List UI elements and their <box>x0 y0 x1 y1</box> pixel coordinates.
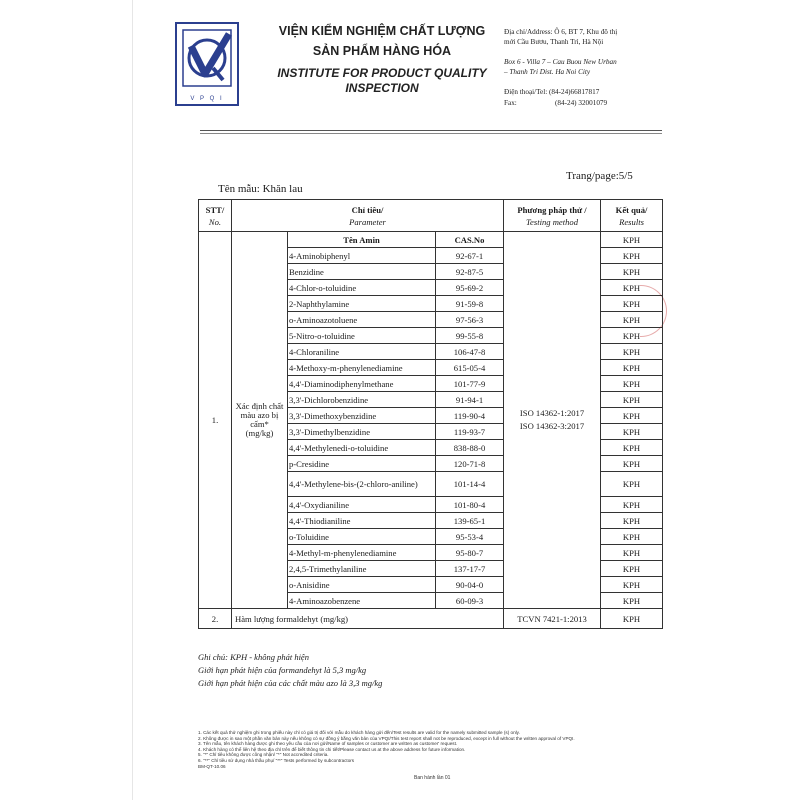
address-vn-2: mới Cầu Bươu, Thanh Trì, Hà Nội <box>504 38 604 46</box>
institute-name-en-line1: INSTITUTE FOR PRODUCT QUALITY <box>277 66 487 80</box>
result-cell: KPH <box>601 232 663 248</box>
table-header-row <box>199 200 663 232</box>
amine-cas: 615-05-4 <box>436 360 504 376</box>
table-row <box>199 232 663 248</box>
note-azo-limit: Giới hạn phát hiện của các chất màu azo là 3,3 mg/kg <box>198 678 383 688</box>
amine-name: 4-Aminoazobenzene <box>288 593 436 609</box>
address-vn-1: Địa chỉ/Address: Ô 6, BT 7, Khu đô thị <box>504 28 618 36</box>
institute-name-vn-line1: VIỆN KIỂM NGHIỆM CHẤT LƯỢNG <box>278 24 486 38</box>
result-cell: KPH <box>601 344 663 360</box>
row2-number: 2. <box>199 609 232 629</box>
row2-result: KPH <box>601 609 663 629</box>
result-cell: KPH <box>601 440 663 456</box>
header-divider-thin <box>200 133 662 134</box>
result-cell: KPH <box>601 392 663 408</box>
page-number: Trang/page:5/5 <box>566 170 633 182</box>
inner-header-cas: CAS.No <box>436 232 504 248</box>
amine-cas: 101-77-9 <box>436 376 504 392</box>
result-cell: KPH <box>601 577 663 593</box>
amine-cas: 119-90-4 <box>436 408 504 424</box>
row2-method: TCVN 7421-1:2013 <box>504 609 601 629</box>
amine-name: 4,4'-Methylene-bis-(2-chloro-aniline) <box>288 472 436 497</box>
fax-label: Fax: <box>504 99 517 107</box>
amine-name: o-Toluidine <box>288 529 436 545</box>
result-cell: KPH <box>601 593 663 609</box>
address-en-2: – Thanh Tri Dist. Ha Noi City <box>504 68 591 76</box>
result-cell: KPH <box>601 376 663 392</box>
amine-cas: 97-56-3 <box>436 312 504 328</box>
row1-parameter: Xác định chất màu azo bị cấm* (mg/kg) <box>232 232 288 609</box>
row1-method: ISO 14362-1:2017 ISO 14362-3:2017 <box>504 232 601 609</box>
amine-name: o-Aminoazotoluene <box>288 312 436 328</box>
result-cell: KPH <box>601 424 663 440</box>
amine-name: 2-Naphthylamine <box>288 296 436 312</box>
result-cell: KPH <box>601 497 663 513</box>
result-cell: KPH <box>601 360 663 376</box>
logo-text: V P Q I <box>190 96 224 102</box>
notes <box>198 651 382 690</box>
issue-number: Ban hành lần 01 <box>414 775 451 781</box>
header-method: Phương pháp thử / Testing method <box>504 200 601 232</box>
result-cell: KPH <box>601 545 663 561</box>
row2-parameter: Hàm lượng formaldehyt (mg/kg) <box>232 609 504 629</box>
amine-cas: 119-93-7 <box>436 424 504 440</box>
amine-cas: 91-59-8 <box>436 296 504 312</box>
amine-name: 4,4'-Methylenedi-o-toluidine <box>288 440 436 456</box>
amine-name: 4-Methoxy-m-phenylenediamine <box>288 360 436 376</box>
amine-cas: 92-87-5 <box>436 264 504 280</box>
result-cell: KPH <box>601 513 663 529</box>
amine-cas: 92-67-1 <box>436 248 504 264</box>
results-table <box>198 199 663 629</box>
footer-disclaimer: 1. Các kết quả thử nghiệm ghi trong phiếu này chỉ có giá trị đối với mẫu do khách hàng gửi đến/Test results are valid for the namely submitted sample (s) only. 2. Không được in sao một phần văn bản này nếu không có sự đồng ý bằng văn bản của VPQI/This test report shall not be reproduced, except in full without the written approval of VPQI. 3. Tên mẫu, tên khách hàng được ghi theo yêu cầu của nơi gửi/Name of samples or customer are written as customer' request. 4. Khách hàng có thể liên hệ theo địa chỉ trên để biết thông tin chi tiết/Please contact us at the above address for future information. 5. "*" Chỉ tiêu không được công nhận/ "*" Not accredited criteria. 6. "**" Chỉ tiêu sử dụng nhà thầu phụ/ "**" Tests performed by subcontractors BM-QT-10.06 <box>198 730 668 769</box>
result-cell: KPH <box>601 312 663 328</box>
institute-name-en-line2: INSPECTION <box>345 81 419 95</box>
amine-name: o-Anisidine <box>288 577 436 593</box>
amine-name: 4,4'-Thiodianiline <box>288 513 436 529</box>
amine-name: 3,3'-Dichlorobenzidine <box>288 392 436 408</box>
amine-cas: 106-47-8 <box>436 344 504 360</box>
amine-cas: 95-69-2 <box>436 280 504 296</box>
result-cell: KPH <box>601 296 663 312</box>
header-divider <box>200 130 662 131</box>
amine-name: 5-Nitro-o-toluidine <box>288 328 436 344</box>
amine-cas: 95-80-7 <box>436 545 504 561</box>
amine-cas: 99-55-8 <box>436 328 504 344</box>
amine-cas: 101-14-4 <box>436 472 504 497</box>
amine-cas: 120-71-8 <box>436 456 504 472</box>
amine-name: 2,4,5-Trimethylaniline <box>288 561 436 577</box>
amine-cas: 139-65-1 <box>436 513 504 529</box>
amine-cas: 60-09-3 <box>436 593 504 609</box>
sample-name: Tên mẫu: Khăn lau <box>218 183 303 195</box>
amine-name: 3,3'-Dimethylbenzidine <box>288 424 436 440</box>
result-cell: KPH <box>601 561 663 577</box>
result-cell: KPH <box>601 529 663 545</box>
inner-header-name: Tên Amin <box>288 232 436 248</box>
row1-number: 1. <box>199 232 232 609</box>
amine-name: 4,4'-Diaminodiphenylmethane <box>288 376 436 392</box>
header-parameter: Chỉ tiêu/ Parameter <box>232 200 504 232</box>
logo-mark-icon <box>177 24 237 104</box>
result-cell: KPH <box>601 456 663 472</box>
note-formaldehyde-limit: Giới hạn phát hiện của formandehyt là 5,3 mg/kg <box>198 665 367 675</box>
amine-cas: 838-88-0 <box>436 440 504 456</box>
amine-name: 4,4'-Oxydianiline <box>288 497 436 513</box>
result-cell: KPH <box>601 408 663 424</box>
amine-cas: 91-94-1 <box>436 392 504 408</box>
amine-name: 4-Methyl-m-phenylenediamine <box>288 545 436 561</box>
result-cell: KPH <box>601 248 663 264</box>
table-row <box>199 609 663 629</box>
amine-name: 4-Chloraniline <box>288 344 436 360</box>
amine-name: 3,3'-Dimethoxybenzidine <box>288 408 436 424</box>
amine-cas: 90-04-0 <box>436 577 504 593</box>
result-cell: KPH <box>601 472 663 497</box>
fax-value: (84-24) 32001079 <box>555 99 608 107</box>
vpqi-logo <box>175 22 239 106</box>
result-cell: KPH <box>601 280 663 296</box>
amine-cas: 137-17-7 <box>436 561 504 577</box>
amine-name: p-Cresidine <box>288 456 436 472</box>
form-code: BM-QT-10.06 <box>198 763 226 769</box>
amine-name: Benzidine <box>288 264 436 280</box>
institute-name-vn-line2: SẢN PHẨM HÀNG HÓA <box>312 44 452 58</box>
phone: Điện thoại/Tel: (84-24)66817817 <box>504 88 600 96</box>
header-stt: STT/ No. <box>199 200 232 232</box>
header-result: Kết quả/ Results <box>601 200 663 232</box>
note-kph: Ghi chú: KPH - không phát hiện <box>198 652 309 662</box>
amine-cas: 95-53-4 <box>436 529 504 545</box>
address-en-1: Box 6 - Villa 7 – Cau Buou New Urban <box>504 58 617 66</box>
amine-name: 4-Aminobiphenyl <box>288 248 436 264</box>
result-cell: KPH <box>601 328 663 344</box>
amine-cas: 101-80-4 <box>436 497 504 513</box>
result-cell: KPH <box>601 264 663 280</box>
amine-name: 4-Chlor-o-toluidine <box>288 280 436 296</box>
